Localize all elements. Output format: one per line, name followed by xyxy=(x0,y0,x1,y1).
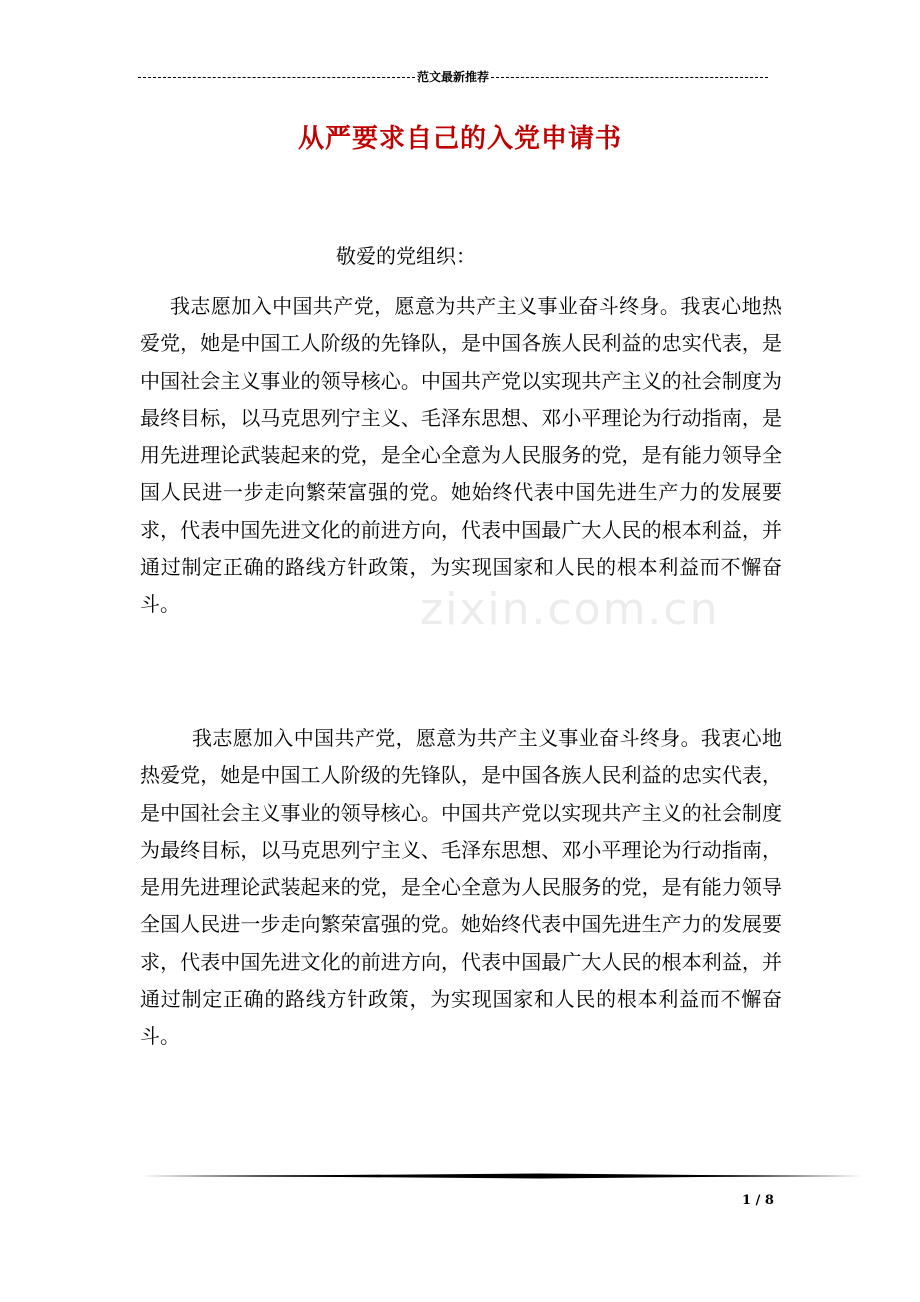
salutation: 敬爱的党组织： xyxy=(336,244,476,268)
header-dash-left xyxy=(138,77,415,78)
header-label: 范文最新推荐 xyxy=(417,69,490,84)
footer-divider xyxy=(140,1172,862,1180)
watermark: zixin.com.cn xyxy=(420,584,720,635)
document-title: 从严要求自己的入党申请书 xyxy=(297,124,622,154)
body-paragraph-1: 我志愿加入中国共产党，愿意为共产主义事业奋斗终身。我衷心地热爱党，她是中国工人阶级的先锋队，是中国各族人民利益的忠实代表，是中国社会主义事业的领导核心。中国共产党以实现共产主义的社会制度为最终目标，以马克思列宁主义、毛泽东思想、邓小平理论为行动指南，是用先进理论武装起来的党，是全心全意为人民服务的党，是有能力领导全国人民进一步走向繁荣富强的党。她始终代表中国先进生产力的发展要求，代表中国先进文化的前进方向，代表中国最广大人民的根本利益，并通过制定正确的路线方针政策，为实现国家和人民的根本利益而不懈奋斗。 xyxy=(140,294,782,617)
page-header xyxy=(138,66,768,86)
header-dash-right xyxy=(491,77,768,78)
page-number: 1 / 8 xyxy=(742,1193,774,1208)
body-paragraph-2: 我志愿加入中国共产党，愿意为共产主义事业奋斗终身。我衷心地热爱党，她是中国工人阶级的先锋队，是中国各族人民利益的忠实代表，是中国社会主义事业的领导核心。中国共产党以实现共产主义的社会制度为最终目标，以马克思列宁主义、毛泽东思想、邓小平理论为行动指南，是用先进理论武装起来的党，是全心全意为人民服务的党，是有能力领导全国人民进一步走向繁荣富强的党。她始终代表中国先进生产力的发展要求，代表中国先进文化的前进方向，代表中国最广大人民的根本利益，并通过制定正确的路线方针政策，为实现国家和人民的根本利益而不懈奋斗。 xyxy=(140,726,782,1049)
